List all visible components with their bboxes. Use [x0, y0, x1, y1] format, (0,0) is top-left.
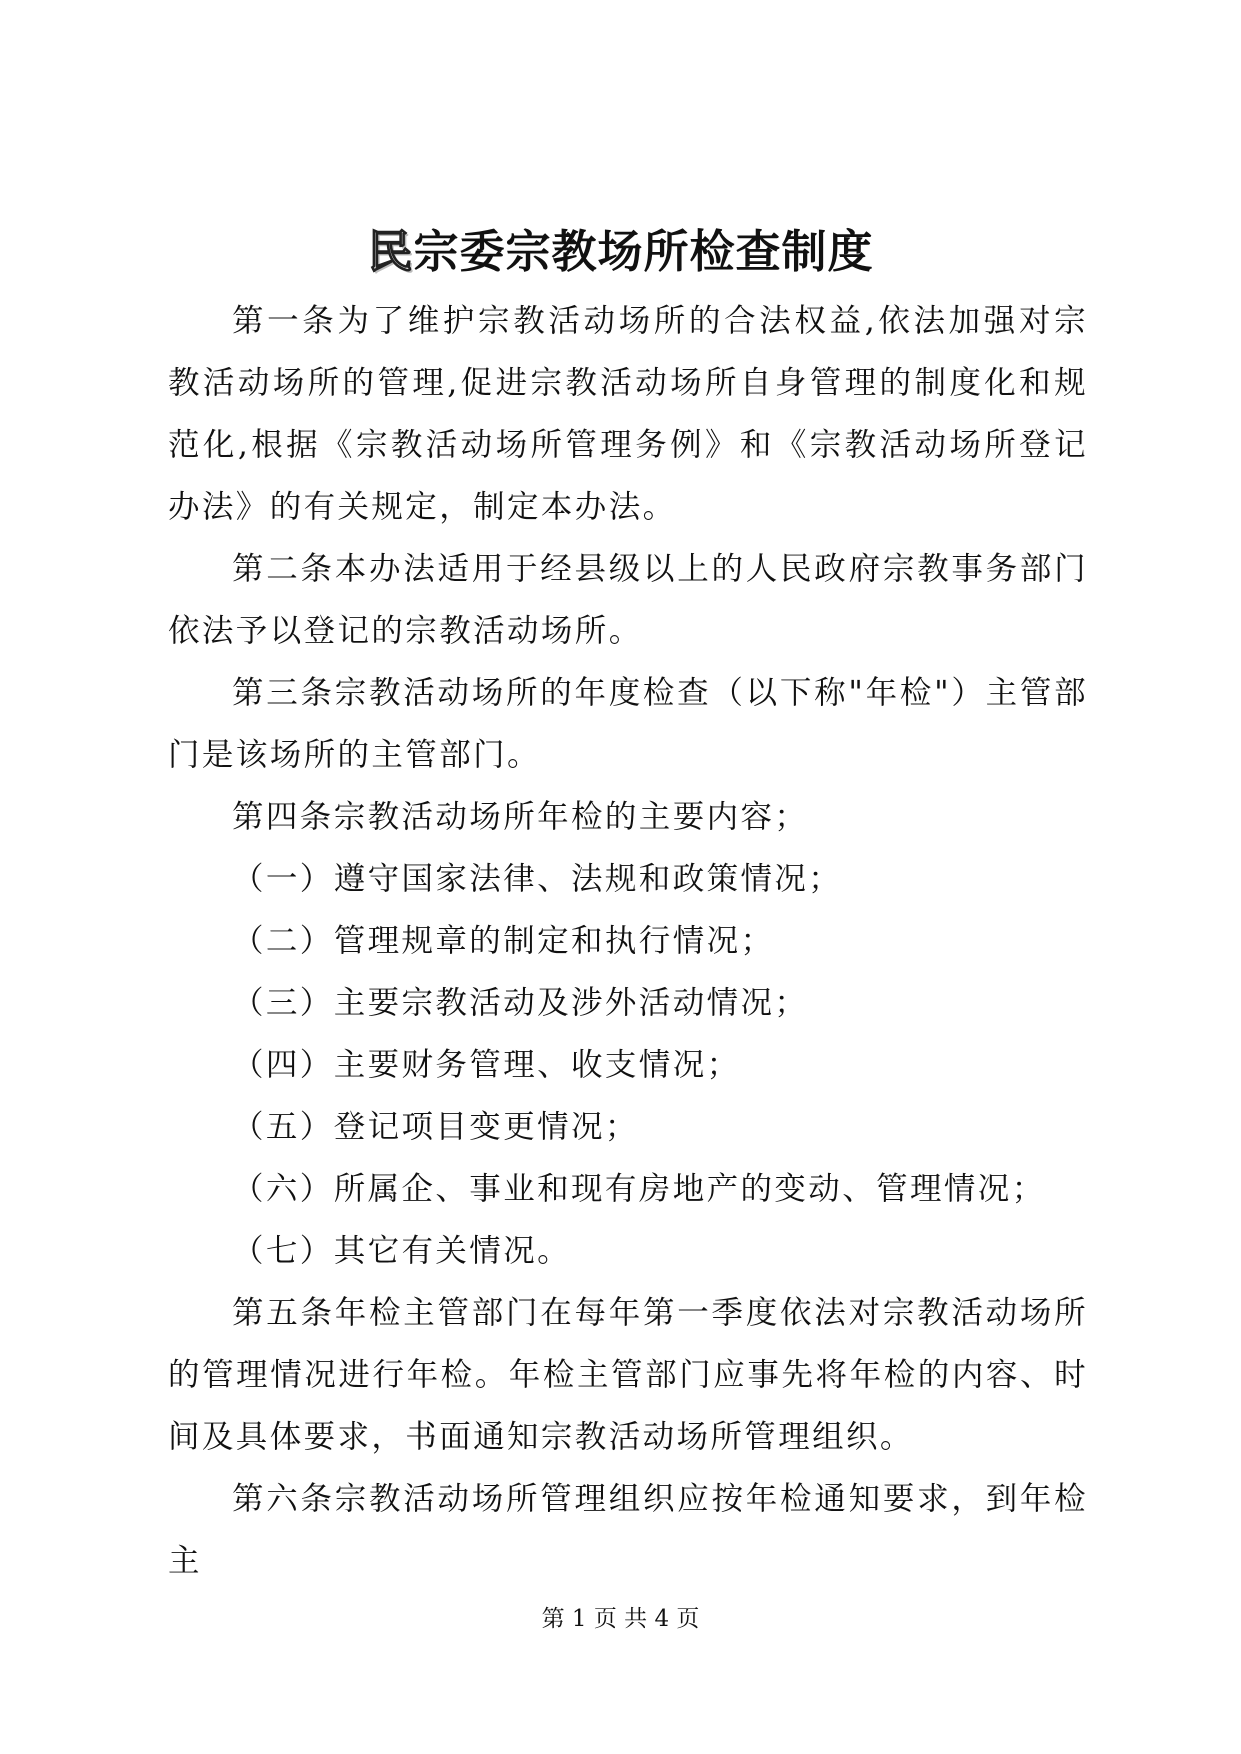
list-item-6: （六）所属企、事业和现有房地产的变动、管理情况； — [232, 1171, 1046, 1207]
article-6: 第六条宗教活动场所管理组织应按年检通知要求，到年检主 — [168, 1481, 1088, 1579]
document-body — [168, 290, 1088, 1592]
list-item-1: （一）遵守国家法律、法规和政策情况； — [232, 861, 843, 897]
title-first-char: 民 — [367, 225, 414, 278]
article-1: 第一条为了维护宗教活动场所的合法权益,依法加强对宗教活动场所的管理,促进宗教活动场所自身管理的制度化和规范化,根据《宗教活动场所管理务例》和《宗教活动场所登记办法》的有关规定，制定本办法。 — [168, 303, 1088, 525]
list-item-7: （七）其它有关情况。 — [232, 1233, 572, 1269]
document-title — [0, 222, 1241, 282]
article-5: 第五条年检主管部门在每年第一季度依法对宗教活动场所的管理情况进行年检。年检主管部门应事先将年检的内容、时间及具体要求，书面通知宗教活动场所管理组织。 — [168, 1295, 1088, 1455]
page-number-footer: 第 1 页 共 4 页 — [541, 1606, 700, 1632]
list-item-3: （三）主要宗教活动及涉外活动情况； — [232, 985, 809, 1021]
list-item-2: （二）管理规章的制定和执行情况； — [232, 923, 775, 959]
title-rest: 宗委宗教场所检查制度 — [413, 225, 874, 278]
list-item-4: （四）主要财务管理、收支情况； — [232, 1047, 741, 1083]
article-3: 第三条宗教活动场所的年度检查（以下称"年检"）主管部门是该场所的主管部门。 — [168, 675, 1088, 773]
article-4: 第四条宗教活动场所年检的主要内容； — [232, 799, 809, 835]
article-2: 第二条本办法适用于经县级以上的人民政府宗教事务部门依法予以登记的宗教活动场所。 — [168, 551, 1088, 649]
list-item-5: （五）登记项目变更情况； — [232, 1109, 639, 1145]
